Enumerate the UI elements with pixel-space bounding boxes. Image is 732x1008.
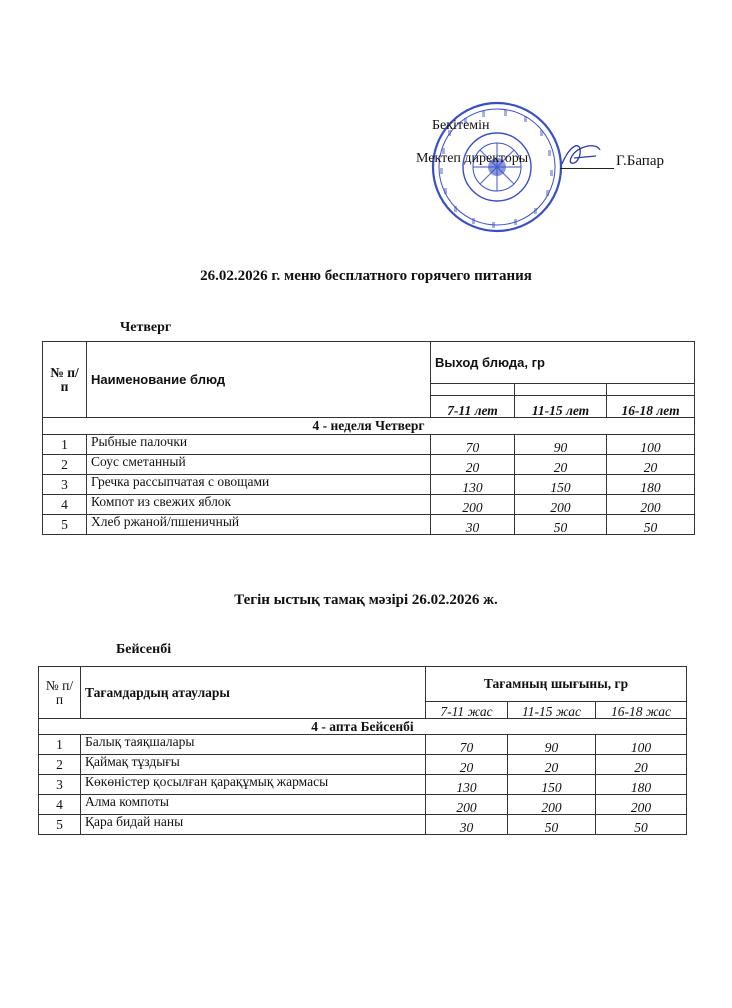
kz-col-num-header: № п/п (39, 667, 81, 719)
ru-row-name: Компот из свежих яблок (87, 495, 431, 515)
kz-row-value: 100 (596, 735, 687, 755)
kz-row-value: 150 (508, 775, 596, 795)
ru-col-name-header: Наименование блюд (87, 342, 431, 418)
ru-row-value: 200 (431, 495, 515, 515)
kz-row-value: 20 (508, 755, 596, 775)
director-name: Г.Бапар (616, 153, 664, 169)
kz-age-header: 16-18 жас (596, 702, 687, 719)
kz-row-value: 20 (426, 755, 508, 775)
kz-row-value: 180 (596, 775, 687, 795)
kz-row-value: 30 (426, 815, 508, 835)
kz-row-value: 50 (508, 815, 596, 835)
kz-row-num: 5 (39, 815, 81, 835)
ru-row-num: 3 (43, 475, 87, 495)
kz-row-value: 200 (596, 795, 687, 815)
ru-row-value: 200 (607, 495, 695, 515)
ru-age-header: 16-18 лет (607, 396, 695, 418)
director-signature (556, 136, 606, 172)
kz-menu-table (38, 666, 687, 835)
ru-row-name: Хлеб ржаной/пшеничный (87, 515, 431, 535)
ru-row-value: 20 (431, 455, 515, 475)
ru-week-label: 4 - неделя Четверг (43, 418, 695, 435)
kz-row-value: 200 (508, 795, 596, 815)
kz-row-name: Қара бидай наны (81, 815, 426, 835)
kz-age-header: 7-11 жас (426, 702, 508, 719)
ru-row-name: Соус сметанный (87, 455, 431, 475)
ru-row-value: 100 (607, 435, 695, 455)
ru-row-name: Гречка рассыпчатая с овощами (87, 475, 431, 495)
kz-row-num: 2 (39, 755, 81, 775)
kz-row-value: 50 (596, 815, 687, 835)
ru-age-header: 11-15 лет (515, 396, 607, 418)
ru-day-label: Четверг (120, 320, 172, 335)
kz-menu-title: Тегін ыстық тамақ мәзірі 26.02.2026 ж. (234, 592, 498, 608)
ru-menu-table (42, 341, 695, 535)
kz-row-name: Қаймақ тұздығы (81, 755, 426, 775)
ru-age-header: 7-11 лет (431, 396, 515, 418)
ru-col-num-header: № п/п (43, 342, 87, 418)
kz-row-num: 3 (39, 775, 81, 795)
kz-row-value: 20 (596, 755, 687, 775)
kz-row-name: Балық таяқшалары (81, 735, 426, 755)
kz-row-value: 90 (508, 735, 596, 755)
kz-row-num: 4 (39, 795, 81, 815)
ru-row-value: 30 (431, 515, 515, 535)
approve-label: Бекітемін (432, 118, 490, 133)
ru-row-value: 50 (607, 515, 695, 535)
ru-row-name: Рыбные палочки (87, 435, 431, 455)
ru-row-num: 5 (43, 515, 87, 535)
ru-spacer-cell (431, 384, 515, 396)
ru-row-value: 90 (515, 435, 607, 455)
kz-row-value: 200 (426, 795, 508, 815)
ru-row-value: 150 (515, 475, 607, 495)
ru-spacer-cell (607, 384, 695, 396)
kz-age-header: 11-15 жас (508, 702, 596, 719)
ru-row-value: 20 (515, 455, 607, 475)
director-label: Мектеп директоры (416, 151, 529, 166)
kz-col-name-header: Тағамдардың атаулары (81, 667, 426, 719)
ru-row-value: 50 (515, 515, 607, 535)
ru-row-value: 130 (431, 475, 515, 495)
kz-row-value: 70 (426, 735, 508, 755)
ru-spacer-cell (515, 384, 607, 396)
ru-row-value: 20 (607, 455, 695, 475)
kz-day-label: Бейсенбі (116, 642, 172, 657)
kz-week-label: 4 - апта Бейсенбі (39, 719, 687, 735)
ru-col-yield-header: Выход блюда, гр (431, 342, 695, 384)
ru-row-value: 180 (607, 475, 695, 495)
ru-row-num: 4 (43, 495, 87, 515)
ru-row-num: 2 (43, 455, 87, 475)
kz-col-yield-header: Тағамның шығыны, гр (426, 667, 687, 702)
kz-row-num: 1 (39, 735, 81, 755)
kz-row-name: Алма компоты (81, 795, 426, 815)
kz-row-value: 130 (426, 775, 508, 795)
kz-row-name: Көкөністер қосылған қарақұмық жармасы (81, 775, 426, 795)
ru-menu-title: 26.02.2026 г. меню бесплатного горячего питания (200, 268, 532, 284)
ru-row-value: 70 (431, 435, 515, 455)
ru-row-num: 1 (43, 435, 87, 455)
ru-row-value: 200 (515, 495, 607, 515)
